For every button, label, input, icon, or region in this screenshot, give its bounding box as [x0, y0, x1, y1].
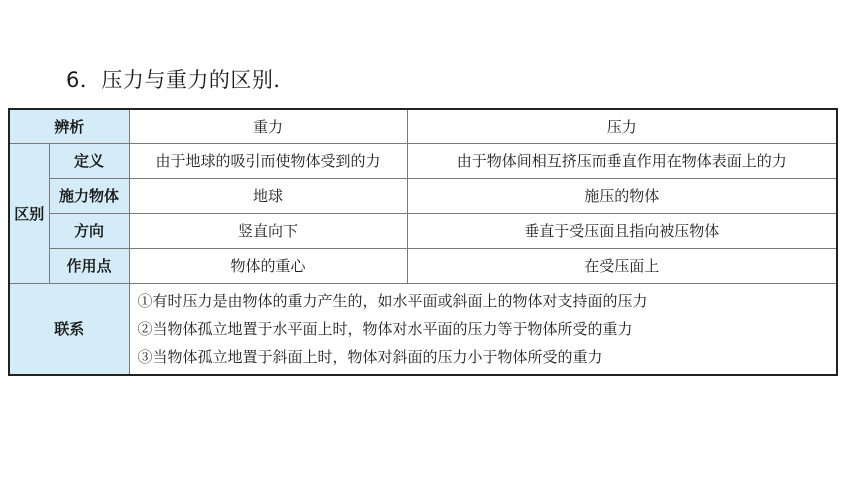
relation-note: ③当物体孤立地置于斜面上时，物体对斜面的压力小于物体所受的重力 — [137, 347, 603, 366]
row-label-definition: 定义 — [49, 143, 129, 178]
relation-note: ①有时压力是由物体的重力产生的，如水平面或斜面上的物体对支持面的压力 — [137, 291, 648, 310]
relation-label: 联系 — [9, 283, 129, 375]
relation-note: ②当物体孤立地置于水平面上时，物体对水平面的压力等于物体所受的重力 — [137, 319, 633, 338]
pressure-column-header: 压力 — [407, 109, 837, 143]
relation-notes-cell — [129, 283, 837, 375]
gravity-definition-cell: 由于地球的吸引而使物体受到的力 — [129, 143, 407, 178]
pressure-point-of-action-cell: 在受压面上 — [407, 248, 837, 283]
pressure-definition-cell: 由于物体间相互挤压而垂直作用在物体表面上的力 — [407, 143, 837, 178]
section-heading: 6．压力与重力的区别． — [66, 68, 295, 92]
row-label-point-of-action: 作用点 — [49, 248, 129, 283]
table-row — [9, 248, 837, 283]
row-label-force-applier: 施力物体 — [49, 178, 129, 213]
difference-group-label: 区别 — [9, 143, 49, 283]
table-row — [9, 213, 837, 248]
pressure-direction-cell: 垂直于受压面且指向被压物体 — [407, 213, 837, 248]
table-row — [9, 178, 837, 213]
relation-row — [9, 283, 837, 375]
gravity-direction-cell: 竖直向下 — [129, 213, 407, 248]
header-row — [9, 109, 837, 143]
gravity-point-of-action-cell: 物体的重心 — [129, 248, 407, 283]
pressure-force-applier-cell: 施压的物体 — [407, 178, 837, 213]
gravity-pressure-comparison-table — [8, 108, 838, 376]
corner-header: 辨析 — [9, 109, 129, 143]
table-row — [9, 143, 837, 178]
gravity-column-header: 重力 — [129, 109, 407, 143]
gravity-force-applier-cell: 地球 — [129, 178, 407, 213]
row-label-direction: 方向 — [49, 213, 129, 248]
